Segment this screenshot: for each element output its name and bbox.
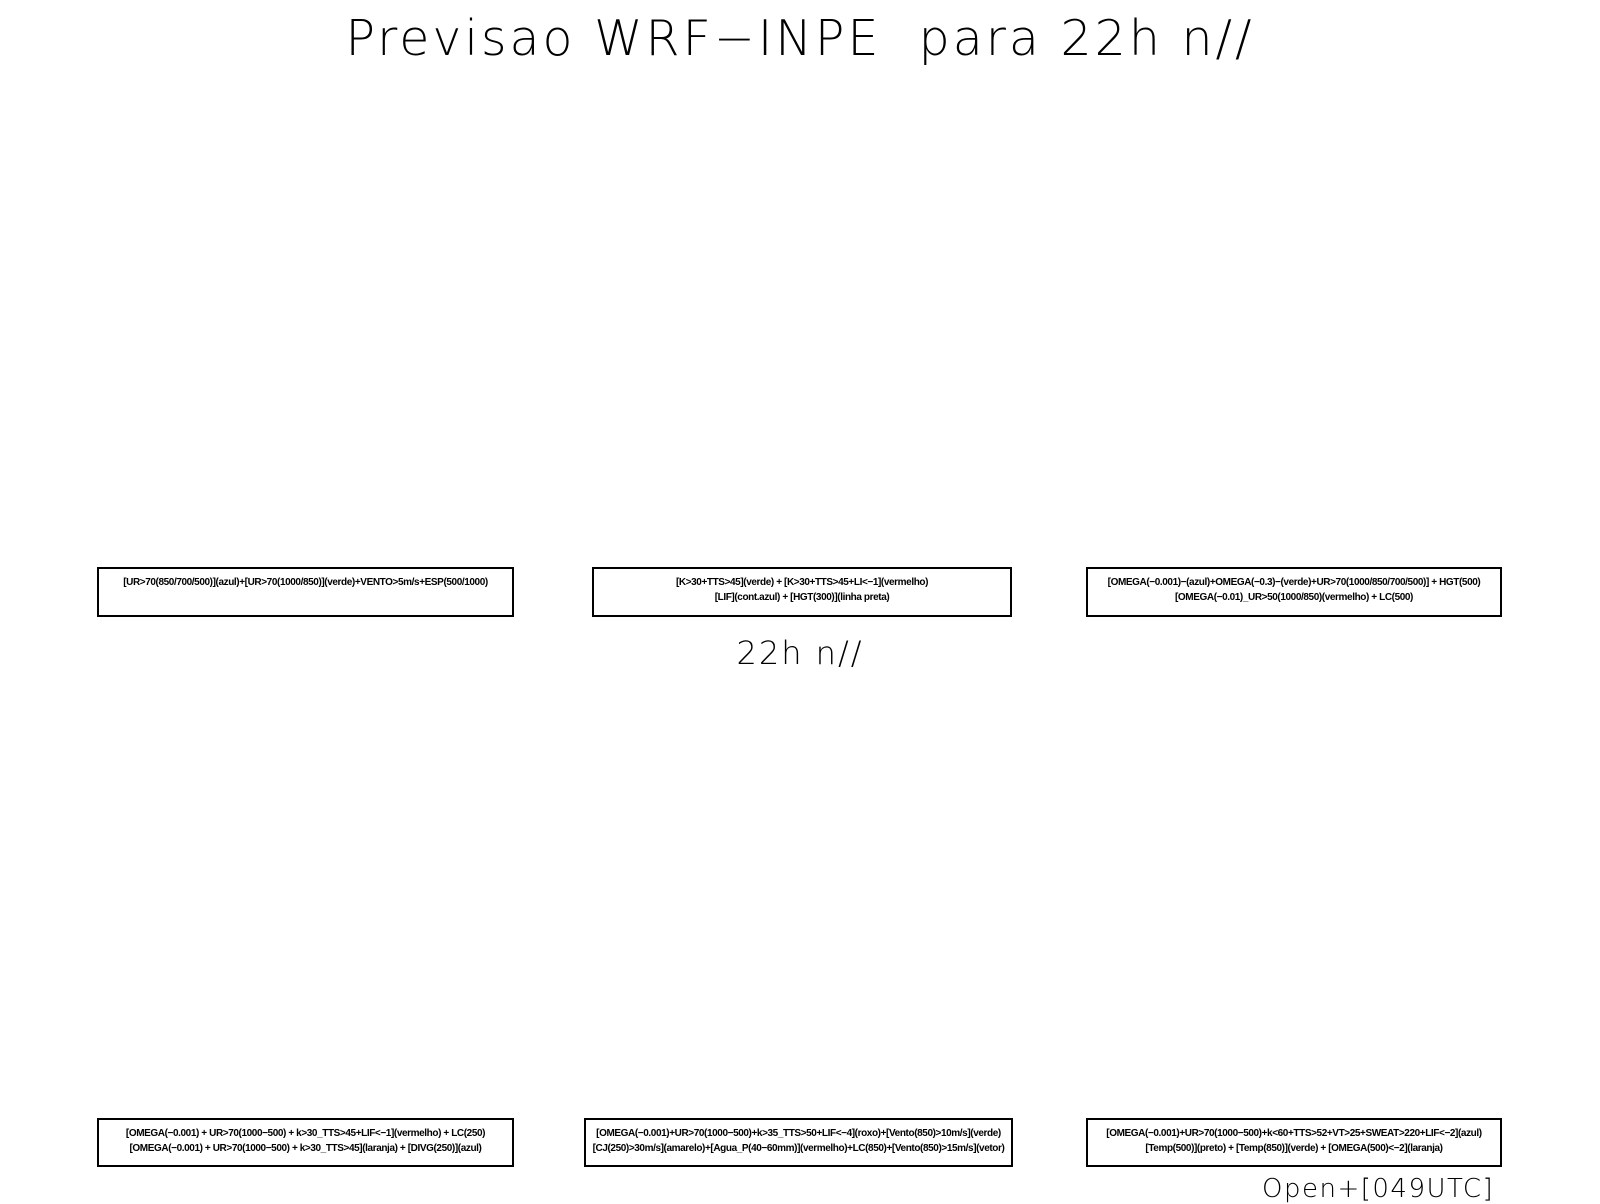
run-time-label: Open+[049UTC] xyxy=(1262,1174,1495,1204)
map-panel-top-left xyxy=(97,100,514,560)
legend-line: [OMEGA(−0.001) + UR>70(1000−500) + k>30_TTS>45](laranja) + [DIVG(250)](azul) xyxy=(129,1143,482,1154)
legend-line: [OMEGA(−0.001)−(azul)+OMEGA(−0.3)−(verde)+UR>70(1000/850/700/500)] + HGT(500) xyxy=(1107,577,1481,588)
legend-line: [OMEGA(−0.001)+UR>70(1000−500)+k<60+TTS>52+VT>25+SWEAT>220+LIF<−2](azul) xyxy=(1106,1128,1482,1139)
legend-line: [LIF](cont.azul) + [HGT(300)](linha preta) xyxy=(714,592,890,603)
legend-box-bottom-right xyxy=(1086,1118,1502,1167)
legend-line: [Temp(500)](preto) + [Temp(850)](verde) + [OMEGA(500)<−2](laranja) xyxy=(1145,1143,1443,1154)
legend-box-bottom-left xyxy=(97,1118,514,1167)
map-panel-bottom-middle xyxy=(584,690,1013,1110)
valid-time-label: 22h n// xyxy=(736,634,864,672)
map-panel-bottom-left xyxy=(97,690,514,1110)
legend-line: [CJ(250)>30m/s](amarelo)+[Agua_P(40−60mm)](vermelho)+LC(850)+[Vento(850)>15m/s](vetor) xyxy=(592,1143,1005,1154)
page-title: Previsao WRF−INPE para 22h n// xyxy=(345,10,1255,67)
legend-line: [OMEGA(−0.01)_UR>50(1000/850)(vermelho) + LC(500) xyxy=(1174,592,1413,603)
legend-line: [UR>70(850/700/500)](azul)+[UR>70(1000/850)](verde)+VENTO>5m/s+ESP(500/1000) xyxy=(123,577,488,588)
legend-box-top-left xyxy=(97,567,514,617)
legend-line: [K>30+TTS>45](verde) + [K>30+TTS>45+LI<−1](vermelho) xyxy=(675,577,929,588)
legend-box-top-middle xyxy=(592,567,1012,617)
map-panel-bottom-right xyxy=(1086,690,1502,1110)
legend-box-top-right xyxy=(1086,567,1502,617)
legend-line: [OMEGA(−0.001) + UR>70(1000−500) + k>30_TTS>45+LIF<−1](vermelho) + LC(250) xyxy=(125,1128,486,1139)
legend-box-bottom-middle xyxy=(584,1118,1013,1167)
map-panel-top-middle xyxy=(592,100,1012,560)
legend-line: [OMEGA(−0.001)+UR>70(1000−500)+k>35_TTS>50+LIF<−4](roxo)+[Vento(850)>10m/s](verde) xyxy=(596,1128,1001,1139)
map-panel-top-right xyxy=(1086,100,1502,560)
